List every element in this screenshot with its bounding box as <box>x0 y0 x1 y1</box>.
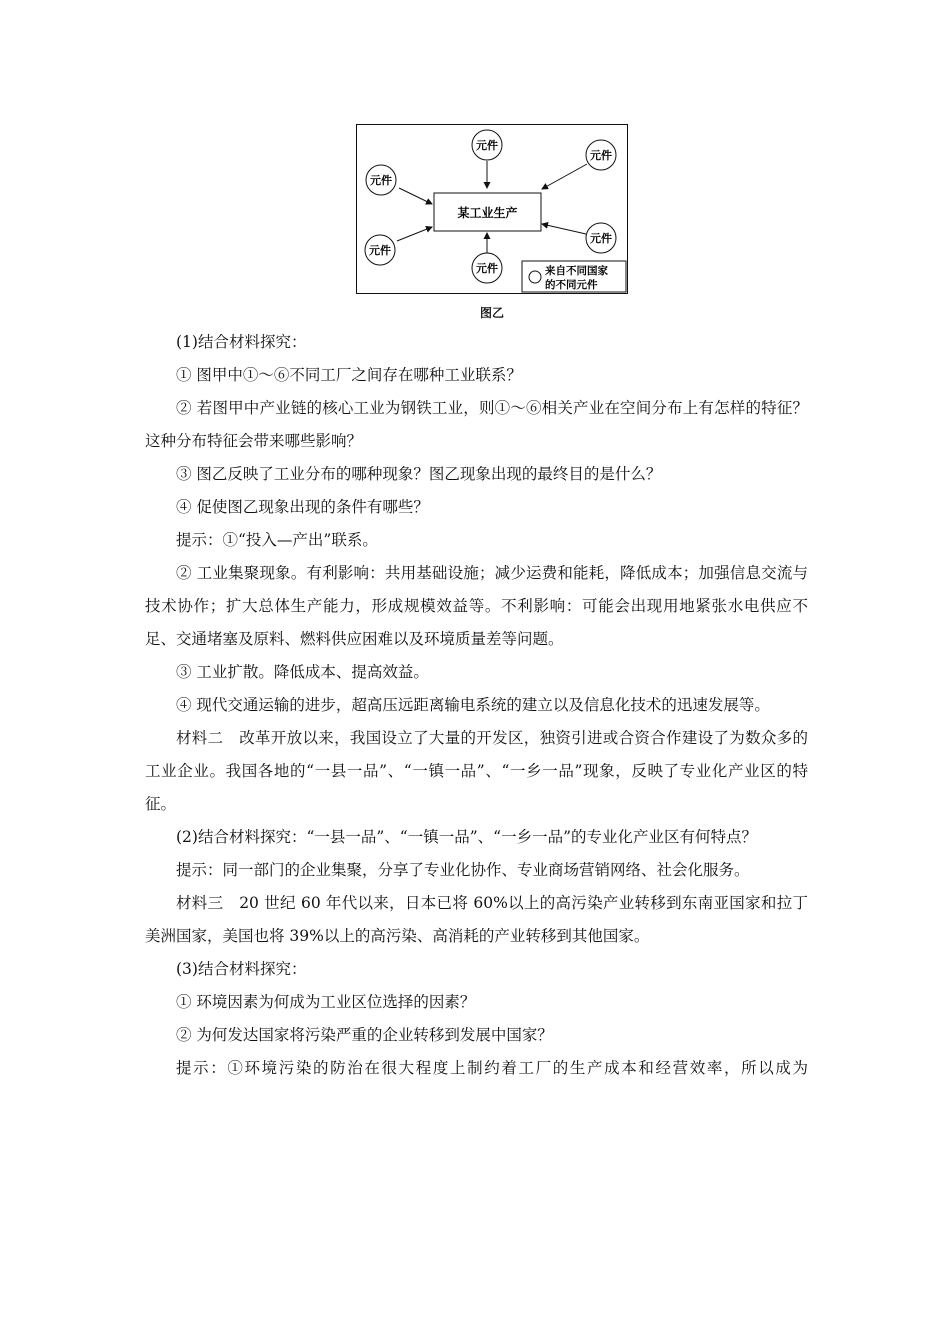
node-label: 元件 <box>476 262 498 275</box>
diagram-figure-yi <box>356 124 628 294</box>
node-upper-left <box>366 165 396 195</box>
figure-caption: 图乙 <box>479 306 504 320</box>
paragraph: ③ 图乙反映了工业分布的哪种现象？图乙现象出现的最终目的是什么？ <box>176 465 662 483</box>
node-label: 元件 <box>590 149 612 162</box>
node-label: 元件 <box>370 174 392 187</box>
node-lower-left <box>365 235 395 265</box>
paragraph: ④ 现代交通运输的进步，超高压远距离输电系统的建立以及信息化技术的迅速发展等。 <box>176 696 770 714</box>
paragraph: ④ 促使图乙现象出现的条件有哪些？ <box>176 498 429 516</box>
legend-line-2: 的不同元件 <box>545 279 598 291</box>
node-top <box>472 130 502 160</box>
paragraph: 材料二 改革开放以来，我国设立了大量的开发区，独资引进或合资合作建设了为数众多的工业企业。我国各地的“一县一品”、“一镇一品”、“一乡一品”现象，反映了专业化产业区的特征。 <box>145 729 808 813</box>
paragraph: ① 环境因素为何成为工业区位选择的因素？ <box>176 993 476 1011</box>
paragraph: ① 图甲中①～⑥不同工厂之间存在哪种工业联系？ <box>176 366 522 384</box>
legend <box>522 261 626 292</box>
node-label: 元件 <box>590 232 612 245</box>
paragraph: (3)结合材料探究： <box>176 960 307 978</box>
body-text <box>145 326 808 1085</box>
paragraph: (2)结合材料探究：“一县一品”、“一镇一品”、“一乡一品”的专业化产业区有何特点？ <box>176 828 758 846</box>
node-upper-right <box>586 140 616 170</box>
paragraph: 材料三 20 世纪 60 年代以来，日本已将 60%以上的高污染产业转移到东南亚国家和拉丁美洲国家，美国也将 39%以上的高污染、高消耗的产业转移到其他国家。 <box>145 894 808 945</box>
paragraph: 提示：①“投入—产出”联系。 <box>176 531 378 549</box>
center-label: 某工业生产 <box>457 206 518 220</box>
paragraph: 提示：①环境污染的防治在很大程度上制约着工厂的生产成本和经营效率，所以成为 <box>176 1059 808 1077</box>
legend-circle-icon <box>529 271 541 283</box>
node-bottom <box>472 253 502 283</box>
node-lower-right <box>586 223 616 253</box>
paragraph: 提示：同一部门的企业集聚，分享了专业化协作、专业商场营销网络、社会化服务。 <box>176 861 750 879</box>
paragraph: ② 若图甲中产业链的核心工业为钢铁工业，则①～⑥相关产业在空间分布上有怎样的特征？这种分布特征会带来哪些影响？ <box>145 399 808 450</box>
node-label: 元件 <box>476 139 498 152</box>
paragraph: ③ 工业扩散。降低成本、提高效益。 <box>176 663 429 681</box>
industry-diagram <box>356 124 628 294</box>
node-label: 元件 <box>369 244 391 257</box>
legend-line-1: 来自不同国家 <box>545 265 608 277</box>
paragraph: ② 为何发达国家将污染严重的企业转移到发展中国家？ <box>176 1026 553 1044</box>
paragraph: ② 工业集聚现象。有利影响：共用基础设施；减少运费和能耗，降低成本；加强信息交流与技术协作；扩大总体生产能力，形成规模效益等。不利影响：可能会出现用地紧张水电供应不足、交通堵塞及原料、燃料供应困难以及环境质量差等问题。 <box>145 564 808 648</box>
paragraph: (1)结合材料探究： <box>176 333 307 351</box>
